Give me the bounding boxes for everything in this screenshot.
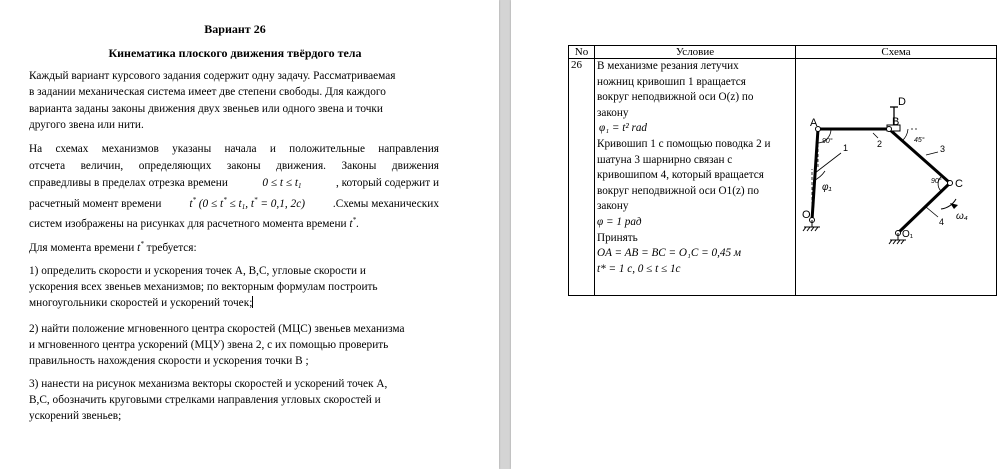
label-angle-90-a: 90°	[822, 138, 833, 145]
item-2: 2) найти положение мгновенного центра скоростей (МЦС) звеньев механизма и мгновенного центра ускорений (МЦУ) звена 2, с их помощью проверить правильность нахождения скорости и ускорения точки В ;	[29, 323, 405, 367]
label-angle-90-b: 90°	[931, 178, 942, 185]
label-o1: O₁	[902, 229, 914, 240]
row-number: 26	[569, 59, 595, 296]
intro-paragraph: Каждый вариант курсового задания содержит одну задачу. Рассматриваемая в задании механическая система имеет две степени свободы. Для каждого варианта заданы законы движения двух звеньев или одного звена и точки другого звена или нити.	[29, 70, 396, 132]
time-interval-formula: $0 \le t \le t_1$	[262, 177, 302, 191]
header-condition: Условие	[595, 46, 796, 59]
condition-cell: В механизме резания летучих ножниц кривошип 1 вращается вокруг неподвижной оси O(z) по закону φ₁ = t² rad Кривошип 1 с помощью поводка 2 и шатуна 3 шарнирно связан с кривошипом 4, который вращается вокруг неподвижной оси O1(z) по закону φ = 1 рад Принять OA = AB = BC = O₁C = 0,45 м t* = 1 c, 0 ≤ t ≤ 1c	[595, 59, 796, 296]
label-b: B	[892, 116, 900, 128]
right-document-page[interactable]	[511, 0, 1000, 469]
tstar-symbol: t*	[349, 215, 357, 230]
schemes-paragraph: На схемах механизмов указаны начала и положительные направления отсчета величин, определяющих законы движения. Законы движения справедливы в пределах отрезка времени $0 \le t \le t_1$ , который содержит и расчетный момент времени t* ($0 \le t^* \le t_1$, t* = 0,1, 2c) .Схемы механических систем изображены на рисунках для расчетного момента времени t*.	[29, 143, 439, 230]
label-angle-45: 45°	[914, 137, 925, 144]
table-row	[569, 59, 997, 296]
text-cursor	[252, 296, 253, 308]
label-link-4: 4	[939, 217, 945, 227]
table-header-row	[569, 46, 997, 59]
item-3: 3) нанести на рисунок механизма векторы скоростей и ускорений точек А, В,С, обозначить круговыми стрелками направления угловых скоростей и ускорений звеньев;	[29, 378, 388, 422]
task-table	[568, 45, 997, 296]
label-d: D	[898, 96, 906, 108]
label-a: A	[810, 117, 818, 129]
design-time-formula: t* ($0 \le t^* \le t_1$, t* = 0,1, 2c)	[189, 195, 305, 211]
link-1	[812, 129, 818, 220]
header-no: No	[569, 46, 595, 59]
label-omega4: ω₄	[956, 211, 968, 222]
label-c: C	[955, 178, 963, 190]
label-o: O	[802, 209, 811, 221]
scheme-cell	[796, 59, 997, 296]
label-link-2: 2	[877, 139, 883, 149]
requirement-intro: Для момента времени t* требуется:	[29, 240, 197, 254]
law-phi: φ = 1 рад	[597, 215, 642, 228]
law-phi1: φ₁ = t² rad	[599, 122, 648, 135]
variant-title: Вариант 26	[204, 22, 266, 36]
header-scheme: Схема	[796, 46, 997, 59]
subject-title: Кинематика плоского движения твёрдого тела	[108, 46, 362, 60]
label-link-1: 1	[843, 143, 849, 153]
label-phi1: φ₁	[822, 182, 832, 193]
item-1: 1) определить скорости и ускорения точек А, В,С, угловые скорости и ускорения всех звеньев механизмов; по векторным формулам построить многоугольники скоростей и ускорений точек;	[29, 265, 378, 309]
time-formula: t* = 1 c, 0 ≤ t ≤ 1c	[597, 262, 681, 275]
lengths-formula: OA = AB = BC = O₁C = 0,45 м	[597, 247, 741, 260]
label-link-3: 3	[940, 144, 946, 154]
left-document-page[interactable]	[0, 0, 499, 469]
mechanism-diagram	[798, 59, 994, 295]
